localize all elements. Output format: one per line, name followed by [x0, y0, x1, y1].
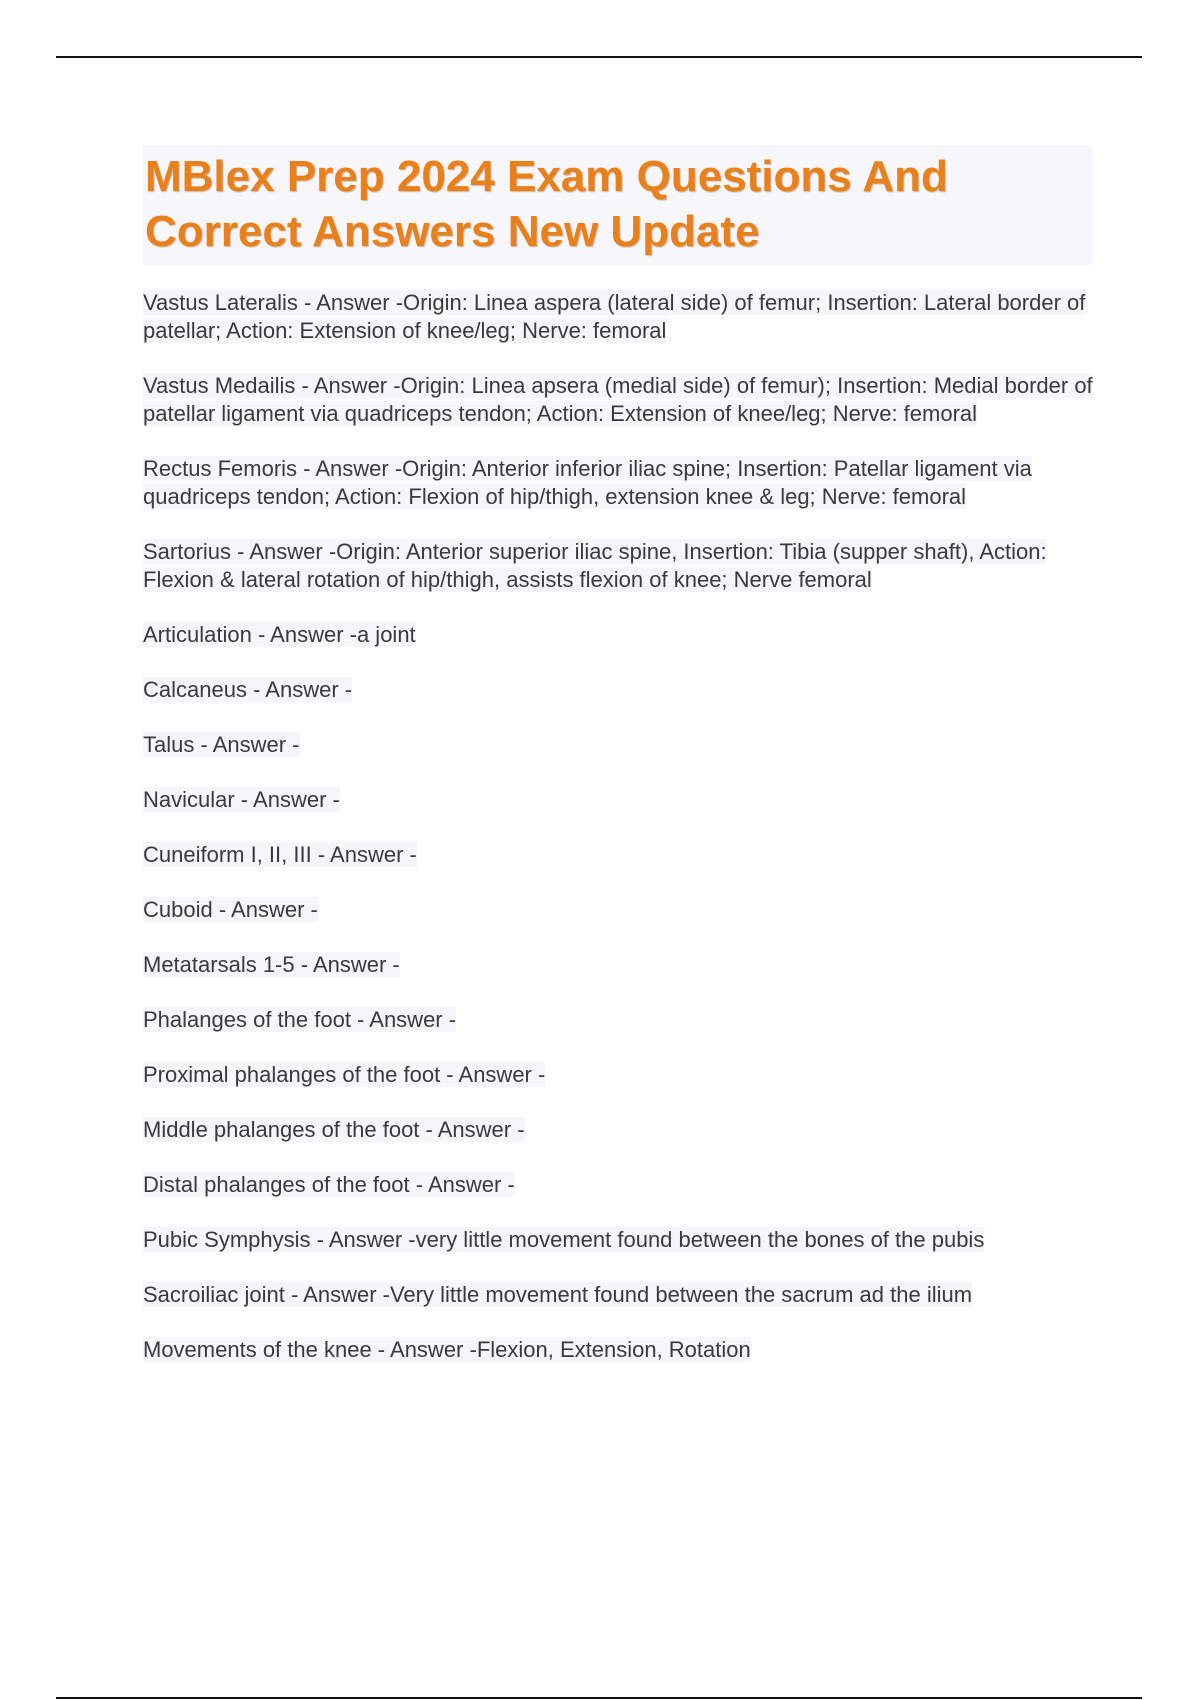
top-divider — [56, 56, 1142, 58]
qa-item — [143, 1336, 1093, 1364]
qa-item — [143, 621, 1093, 649]
qa-text: Movements of the knee - Answer -Flexion, Extension, Rotation — [143, 1337, 751, 1362]
qa-text: Articulation - Answer -a joint — [143, 622, 416, 647]
qa-item — [143, 538, 1093, 594]
qa-item — [143, 951, 1093, 979]
qa-text: Phalanges of the foot - Answer - — [143, 1007, 457, 1032]
qa-text: Distal phalanges of the foot - Answer - — [143, 1172, 515, 1197]
document-title: MBlex Prep 2024 Exam Questions And Correct Answers New Update — [145, 152, 948, 256]
qa-text: Talus - Answer - — [143, 732, 300, 757]
qa-text: Sacroiliac joint - Answer -Very little movement found between the sacrum ad the ilium — [143, 1282, 973, 1307]
qa-text: Metatarsals 1-5 - Answer - — [143, 952, 400, 977]
qa-text: Vastus Lateralis - Answer -Origin: Linea aspera (lateral side) of femur; Insertion: Lateral border of patellar; Action: Extension of knee/leg; Nerve: femoral — [143, 290, 1086, 343]
qa-item — [143, 289, 1093, 345]
qa-item — [143, 731, 1093, 759]
bottom-divider — [56, 1697, 1142, 1699]
qa-item — [143, 1006, 1093, 1034]
qa-text: Vastus Medailis - Answer -Origin: Linea apsera (medial side) of femur); Insertion: Medial border of patellar ligament via quadriceps tendon; Action: Extension of knee/leg; Nerve: femoral — [143, 373, 1093, 426]
qa-item — [143, 455, 1093, 511]
qa-item — [143, 1281, 1093, 1309]
qa-item — [143, 1226, 1093, 1254]
document-body — [143, 145, 1093, 1391]
qa-text: Sartorius - Answer -Origin: Anterior superior iliac spine, Insertion: Tibia (supper shaft), Action: Flexion & lateral rotation of hip/thigh, assists flexion of knee; Nerve femoral — [143, 539, 1047, 592]
qa-text: Rectus Femoris - Answer -Origin: Anterior inferior iliac spine; Insertion: Patellar ligament via quadriceps tendon; Action: Flexion of hip/thigh, extension knee & leg; Nerve: femoral — [143, 456, 1032, 509]
qa-item — [143, 1061, 1093, 1089]
qa-item — [143, 372, 1093, 428]
qa-text: Proximal phalanges of the foot - Answer - — [143, 1062, 546, 1087]
qa-item — [143, 896, 1093, 924]
qa-text: Cuboid - Answer - — [143, 897, 318, 922]
qa-text: Cuneiform I, II, III - Answer - — [143, 842, 417, 867]
qa-text: Pubic Symphysis - Answer -very little movement found between the bones of the pubis — [143, 1227, 985, 1252]
qa-text: Middle phalanges of the foot - Answer - — [143, 1117, 525, 1142]
qa-list — [143, 289, 1093, 1364]
qa-item — [143, 1116, 1093, 1144]
qa-item — [143, 1171, 1093, 1199]
qa-item — [143, 676, 1093, 704]
qa-text: Navicular - Answer - — [143, 787, 340, 812]
qa-item — [143, 841, 1093, 869]
qa-item — [143, 786, 1093, 814]
qa-text: Calcaneus - Answer - — [143, 677, 353, 702]
title-block — [143, 145, 1093, 265]
